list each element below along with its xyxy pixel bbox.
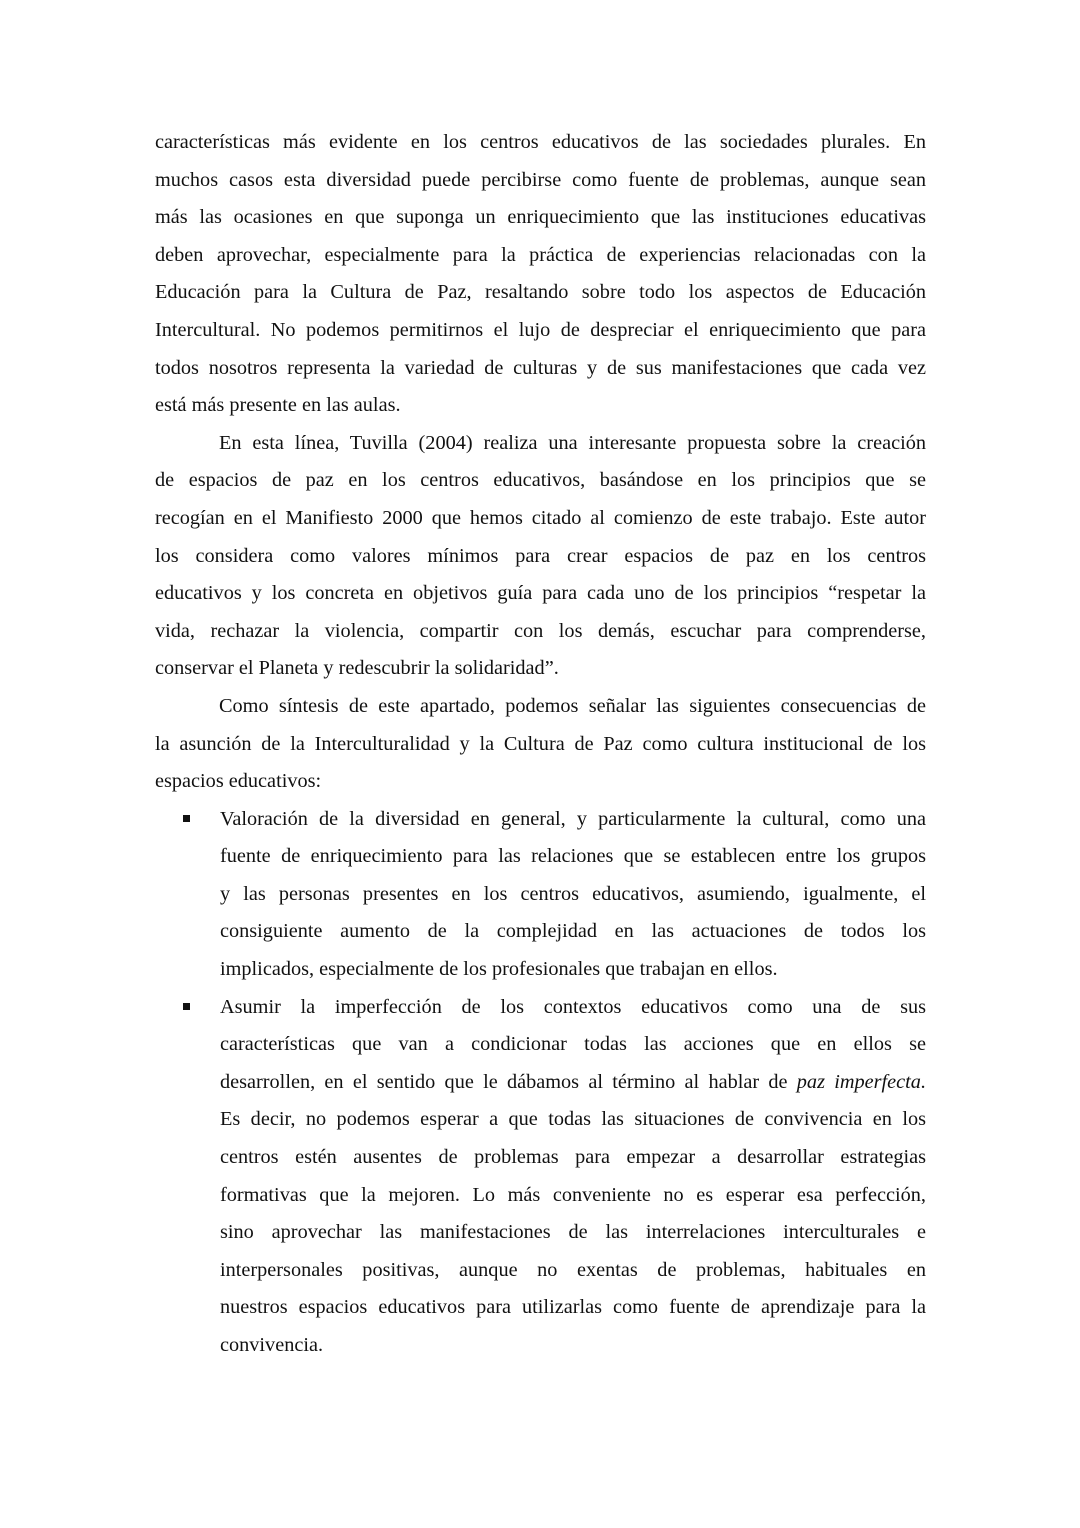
text-line: nuestros espacios educativos para utilizarlas como fuente de aprendizaje para la (220, 1296, 926, 1319)
square-bullet-icon (183, 1003, 190, 1010)
bullet-list (155, 801, 926, 1365)
text-line: de espacios de paz en los centros educativos, basándose en los principios que se (155, 469, 926, 492)
list-item (155, 801, 926, 989)
text-line: Asumir la imperfección de los contextos educativos como una de sus (220, 995, 926, 1018)
text-line: implicados, especialmente de los profesionales que trabajan en ellos. (220, 958, 778, 981)
italic-term: paz imperfecta. (796, 1070, 927, 1093)
text-line: convivencia. (220, 1334, 324, 1356)
text-line: En esta línea, Tuvilla (2004) realiza una interesante propuesta sobre la creación (219, 431, 926, 454)
text-line: más las ocasiones en que suponga un enriquecimiento que las instituciones educativas (155, 206, 926, 229)
text-line: y las personas presentes en los centros educativos, asumiendo, igualmente, el (220, 882, 926, 905)
text-line: interpersonales positivas, aunque no exentas de problemas, habituales en (220, 1258, 926, 1281)
text-line: deben aprovechar, especialmente para la práctica de experiencias relacionadas con la (155, 243, 926, 266)
text-line: Es decir, no podemos esperar a que todas las situaciones de convivencia en los (220, 1108, 926, 1131)
text-line: muchos casos esta diversidad puede percibirse como fuente de problemas, aunque sean (155, 168, 926, 191)
text-line: consiguiente aumento de la complejidad en las actuaciones de todos los (220, 920, 926, 943)
text-line: está más presente en las aulas. (155, 394, 401, 417)
paragraph (155, 124, 926, 425)
text-line: espacios educativos: (155, 770, 322, 793)
paragraph (155, 688, 926, 801)
text-line: sino aprovechar las manifestaciones de las interrelaciones interculturales e (220, 1221, 926, 1244)
text-line: la asunción de la Interculturalidad y la Cultura de Paz como cultura institucional de los (155, 732, 926, 755)
text-line: características que van a condicionar todas las acciones que en ellos se (220, 1033, 926, 1056)
text-line: educativos y los concreta en objetivos guía para cada uno de los principios “respetar la (155, 582, 926, 605)
text-line: recogían en el Manifiesto 2000 que hemos citado al comienzo de este trabajo. Este autor (155, 506, 926, 529)
text-line: conservar el Planeta y redescubrir la solidaridad”. (155, 657, 559, 680)
text-line: vida, rechazar la violencia, compartir con los demás, escuchar para comprenderse, (155, 619, 926, 642)
document-body (155, 124, 926, 1365)
text-line: todos nosotros representa la variedad de culturas y de sus manifestaciones que cada vez (155, 356, 926, 379)
text-line: fuente de enriquecimiento para las relaciones que se establecen entre los grupos (220, 845, 926, 868)
square-bullet-icon (183, 815, 190, 822)
text-line: los considera como valores mínimos para crear espacios de paz en los centros (155, 544, 926, 567)
text-line: formativas que la mejoren. Lo más conveniente no es esperar esa perfección, (220, 1183, 926, 1206)
text-line: centros estén ausentes de problemas para empezar a desarrollar estrategias (220, 1146, 926, 1169)
list-item (155, 989, 926, 1365)
text-line: Valoración de la diversidad en general, y particularmente la cultural, como una (220, 807, 926, 830)
paragraph (155, 425, 926, 688)
text-line: Como síntesis de este apartado, podemos señalar las siguientes consecuencias de (219, 694, 926, 717)
text-segment: desarrollen, en el sentido que le dábamos al término al hablar de (220, 1070, 797, 1093)
text-line: Intercultural. No podemos permitirnos el lujo de despreciar el enriquecimiento que para (155, 318, 926, 341)
text-line: características más evidente en los centros educativos de las sociedades plurales. En (155, 131, 926, 153)
text-line: Educación para la Cultura de Paz, resaltando sobre todo los aspectos de Educación (155, 281, 926, 304)
text-line (220, 1064, 926, 1102)
